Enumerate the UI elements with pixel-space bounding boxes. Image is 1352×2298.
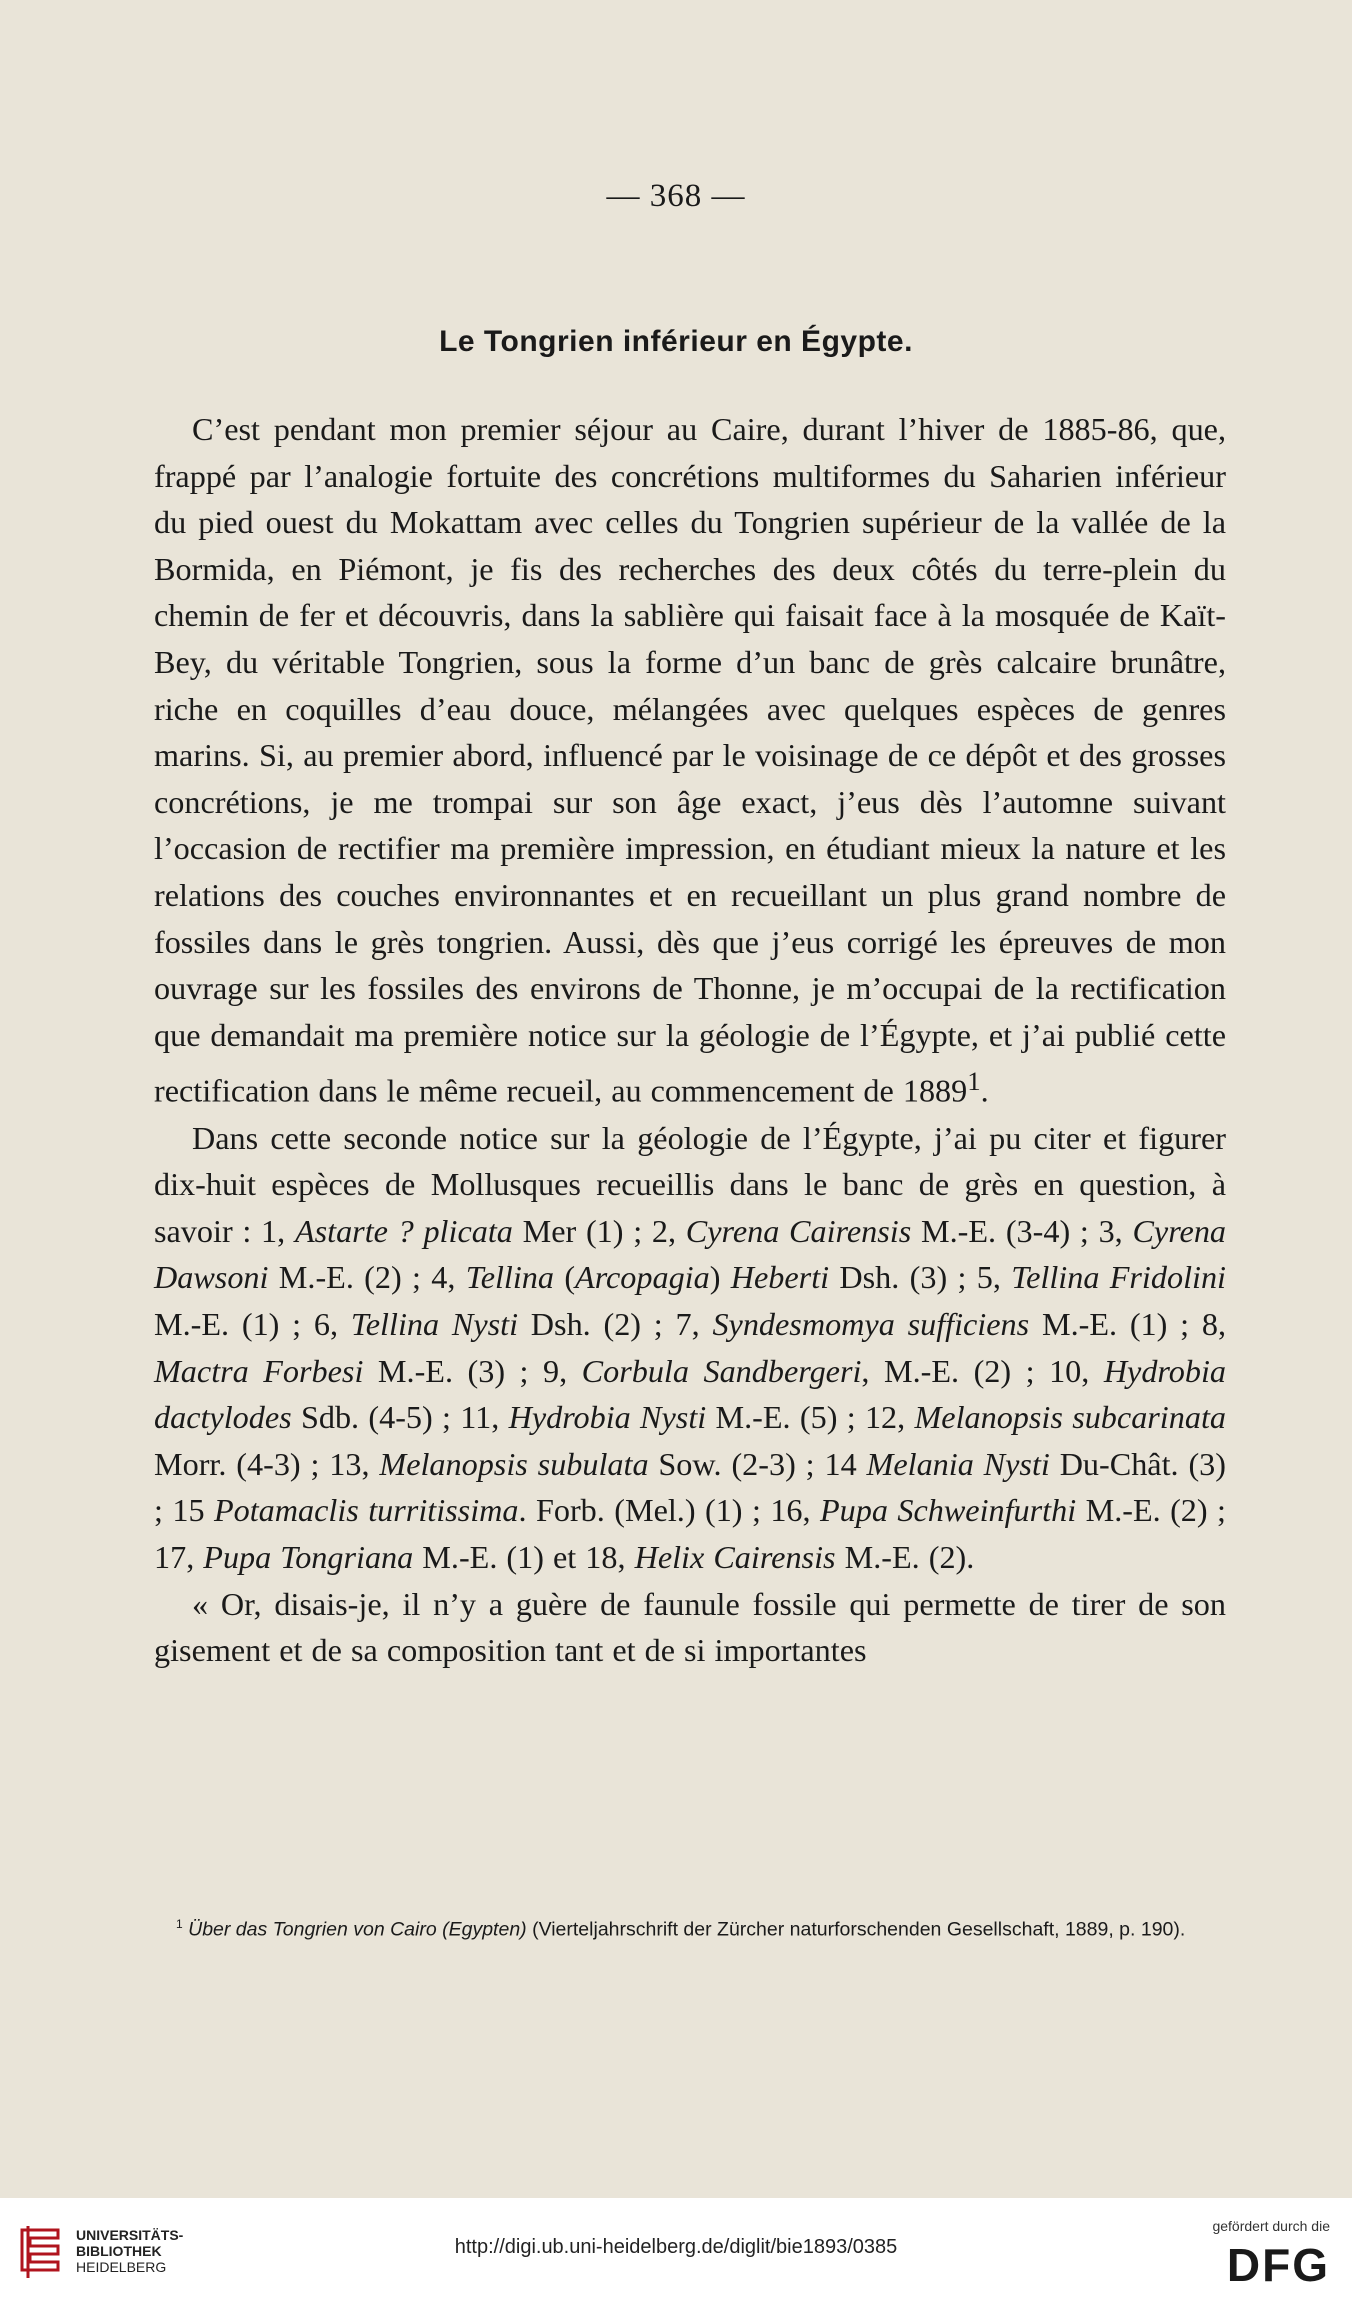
paragraph: [154, 1115, 1226, 1581]
text-run: Dsh. (3) ; 5,: [829, 1259, 1012, 1296]
library-name-line1: UNIVERSITÄTS-: [76, 2227, 184, 2243]
text-run: M.-E. (5) ; 12,: [706, 1399, 915, 1436]
italic-run: Syndesmomya sufficiens: [712, 1306, 1030, 1343]
text-run: Morr. (4-3) ; 13,: [154, 1445, 380, 1482]
text-run: Mer (1) ; 2,: [512, 1212, 686, 1249]
library-name-line3: HEIDELBERG: [76, 2259, 167, 2275]
text-run: . Forb. (Mel.) (1) ; 16,: [518, 1492, 820, 1529]
dfg-logo: DFG: [1226, 2239, 1330, 2291]
italic-run: Heberti: [730, 1259, 830, 1296]
text-run: M.-E. (1) ; 8,: [1029, 1306, 1226, 1343]
permalink-url[interactable]: http://digi.ub.uni-heidelberg.de/diglit/bie1893/0385: [454, 2236, 898, 2258]
italic-run: Mactra Forbesi: [154, 1352, 364, 1389]
text-run: « Or, disais-je, il n’y a guère de faunule fossile qui permette de tirer de son gisement et de sa composition tant et de si importantes: [154, 1585, 1226, 1669]
text-run: M.-E. (1) et 18,: [413, 1538, 635, 1575]
italic-run: Potamaclis turritissima: [213, 1492, 519, 1529]
italic-run: Melania Nysti: [866, 1445, 1050, 1482]
italic-run: Pupa Schweinfurthi: [819, 1492, 1077, 1529]
italic-run: Melanopsis subulata: [379, 1445, 649, 1482]
text-run: (: [554, 1259, 576, 1296]
text-run: Sow. (2-3) ; 14: [648, 1445, 867, 1482]
footnote-ref: 1: [967, 1066, 981, 1097]
text-run: M.-E. (2).: [835, 1538, 975, 1575]
paragraph: [154, 1581, 1226, 1674]
footnote-marker: 1: [176, 1917, 183, 1931]
italic-run: Melanopsis subcarinata: [914, 1399, 1226, 1436]
italic-run: Corbula Sandbergeri: [581, 1352, 862, 1389]
text-run: C’est pendant mon premier séjour au Caire, durant l’hiver de 1885-86, que, frappé par l’analogie fortuite des concrétions multiformes du Saharien inférieur du pied ouest du Mokattam avec celles du Tongrien supérieur de la vallée de la Bormida, en Piémont, je fis des recherches des deux côtés du terre-plein du chemin de fer et découvris, dans la sablière qui faisait face à la mosquée de Kaït-Bey, du véritable Tongrien, sous la forme d’un banc de grès calcaire brunâtre, riche en coquilles d’eau douce, mélangées avec quelques espèces de genres marins. Si, au premier abord, influencé par le voisinage de ce dépôt et des grosses concrétions, je me trompai sur son âge exact, j’eus dès l’automne suivant l’occasion de rectifier ma première impression, en étudiant mieux la nature et les relations des couches environnantes et en recueillant un plus grand nombre de fossiles dans le grès tongrien. Aussi, dès que j’eus corrigé les épreuves de mon ouvrage sur les fossiles des environs de Thonne, je m’occupai de la rectification que demandait ma première notice sur la géologie de l’Égypte, et j’ai publié cette rectification dans le même recueil, au commencement de 1889: [154, 411, 1226, 1110]
text-run: M.-E. (2) ; 4,: [268, 1259, 466, 1296]
italic-run: Hydrobia dactylodes: [154, 1352, 1226, 1436]
italic-run: Pupa Tongriana: [203, 1538, 414, 1575]
italic-run: Tellina Nysti: [350, 1306, 519, 1343]
text-run: ): [709, 1259, 731, 1296]
text-run: M.-E. (1) ; 6,: [154, 1306, 351, 1343]
italic-run: Cyrena Cairensis: [685, 1212, 912, 1249]
text-run: M.-E. (2) ; 17,: [154, 1492, 1226, 1575]
text-run: Dans cette seconde notice sur la géologie de l’Égypte, j’ai pu citer et figurer dix-huit espèces de Mollusques recueillis dans le banc de grès en question, à savoir : 1,: [154, 1119, 1226, 1249]
text-run: Dsh. (2) ; 7,: [518, 1306, 713, 1343]
italic-run: Hydrobia Nysti: [508, 1399, 707, 1436]
paragraph: [154, 406, 1226, 1115]
text-run: Du-Chât. (3) ; 15: [154, 1445, 1226, 1529]
page-number: — 368 —: [606, 178, 746, 214]
body-text: [154, 406, 1226, 1674]
italic-run: Tellina: [465, 1259, 554, 1296]
footnote-text: [188, 1919, 1185, 1941]
footnote: [154, 1908, 1226, 1946]
text-run: .: [980, 1073, 989, 1110]
text-run: M.-E. (3) ; 9,: [363, 1352, 582, 1389]
italic-run: Arcopagia: [575, 1259, 710, 1296]
library-name-line2: BIBLIOTHEK: [76, 2243, 162, 2259]
text-run: (Vierteljahrschrift der Zürcher naturforschenden Gesellschaft, 1889, p. 190).: [526, 1918, 1186, 1941]
article-title: Le Tongrien inférieur en Égypte.: [439, 325, 913, 358]
italic-run: Über das Tongrien von Cairo (Egypten): [188, 1918, 527, 1941]
italic-run: Tellina Fridolini: [1011, 1259, 1226, 1296]
text-run: , M.-E. (2) ; 10,: [861, 1352, 1104, 1389]
text-run: Sdb. (4-5) ; 11,: [291, 1399, 509, 1436]
footer-bar: [0, 2198, 1352, 2298]
italic-run: Astarte ? plicata: [294, 1212, 513, 1249]
italic-run: Helix Cairensis: [634, 1538, 836, 1575]
italic-run: Cyrena Dawsoni: [154, 1212, 1227, 1296]
text-run: M.-E. (3-4) ; 3,: [911, 1212, 1133, 1249]
funder-label: gefördert durch die: [1212, 2218, 1330, 2234]
